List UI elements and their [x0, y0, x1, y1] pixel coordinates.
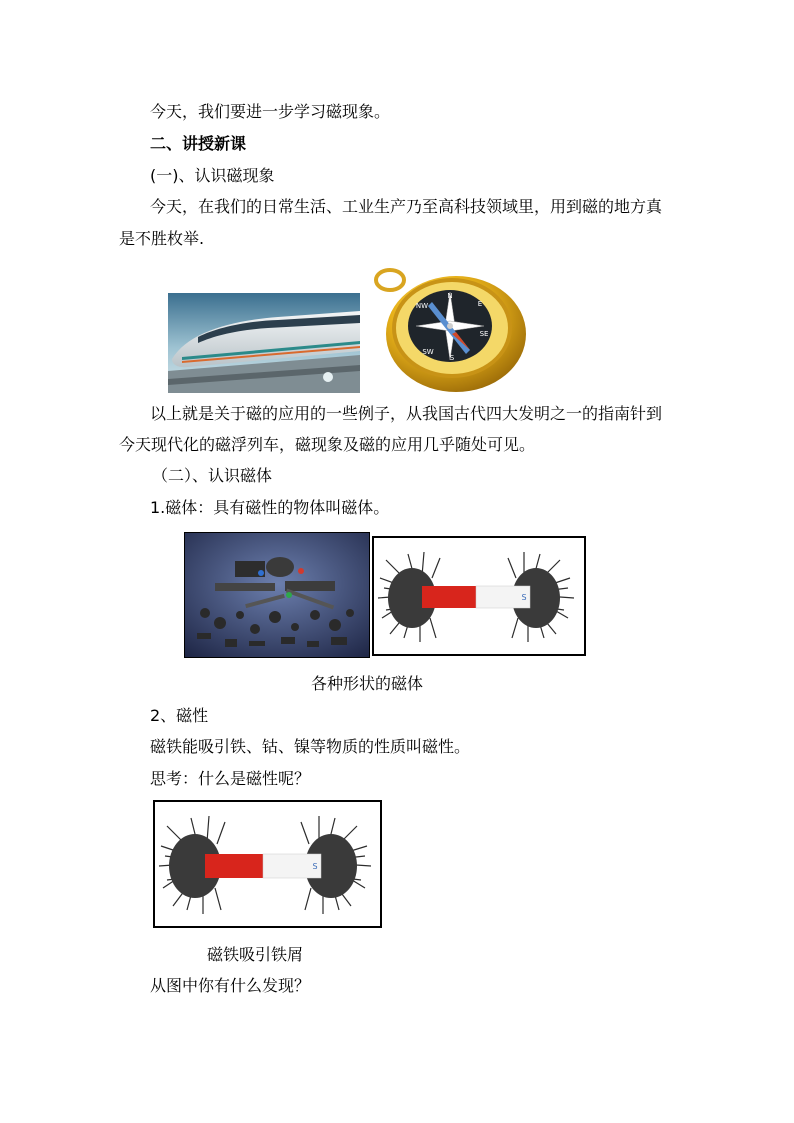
magnet-definition: 1.磁体：具有磁性的物体叫磁体。	[150, 498, 390, 517]
compass-dial-letter: SE	[479, 330, 489, 338]
compass-dial-letter: S	[449, 354, 455, 362]
compass-dial-letter: N	[447, 292, 453, 300]
maglev-train-image	[168, 293, 360, 393]
subheading-magnetism: 2、磁性	[150, 706, 209, 725]
subheading-magnetic-phenomena: (一)、认识磁现象	[150, 166, 275, 185]
caption-magnet-attracts-filings: 磁铁吸引铁屑	[207, 945, 304, 964]
closing-question: 从图中你有什么发现？	[150, 976, 311, 995]
various-magnets-image	[184, 532, 370, 658]
paragraph-1-line-1: 今天，在我们的日常生活、工业生产乃至高科技领域里，用到磁的地方真	[150, 197, 663, 216]
compass-dial-letter: E	[477, 300, 483, 308]
compass-image	[360, 262, 528, 394]
magnet-pole-label: S	[521, 593, 527, 602]
think-question: 思考：什么是磁性呢？	[150, 769, 311, 788]
compass-dial-letter: NW	[415, 302, 429, 310]
bar-magnet-filings-image	[372, 536, 586, 656]
paragraph-2-line-1: 以上就是关于磁的应用的一些例子，从我国古代四大发明之一的指南针到	[150, 404, 663, 423]
caption-various-magnets: 各种形状的磁体	[311, 674, 424, 693]
magnet-attracts-filings-image	[153, 800, 382, 928]
paragraph-2-line-2: 今天现代化的磁浮列车，磁现象及磁的应用几乎随处可见。	[119, 435, 536, 454]
subheading-magnets: （二）、认识磁体	[152, 466, 273, 485]
paragraph-1-line-2: 是不胜枚举.	[119, 229, 205, 248]
magnet-pole-label: S	[312, 862, 318, 871]
magnetism-definition: 磁铁能吸引铁、钴、镍等物质的性质叫磁性。	[150, 737, 471, 756]
compass-dial-letter: SW	[422, 348, 434, 356]
intro-text: 今天，我们要进一步学习磁现象。	[150, 102, 391, 121]
section-heading-new-lesson: 二、讲授新课	[150, 134, 247, 153]
